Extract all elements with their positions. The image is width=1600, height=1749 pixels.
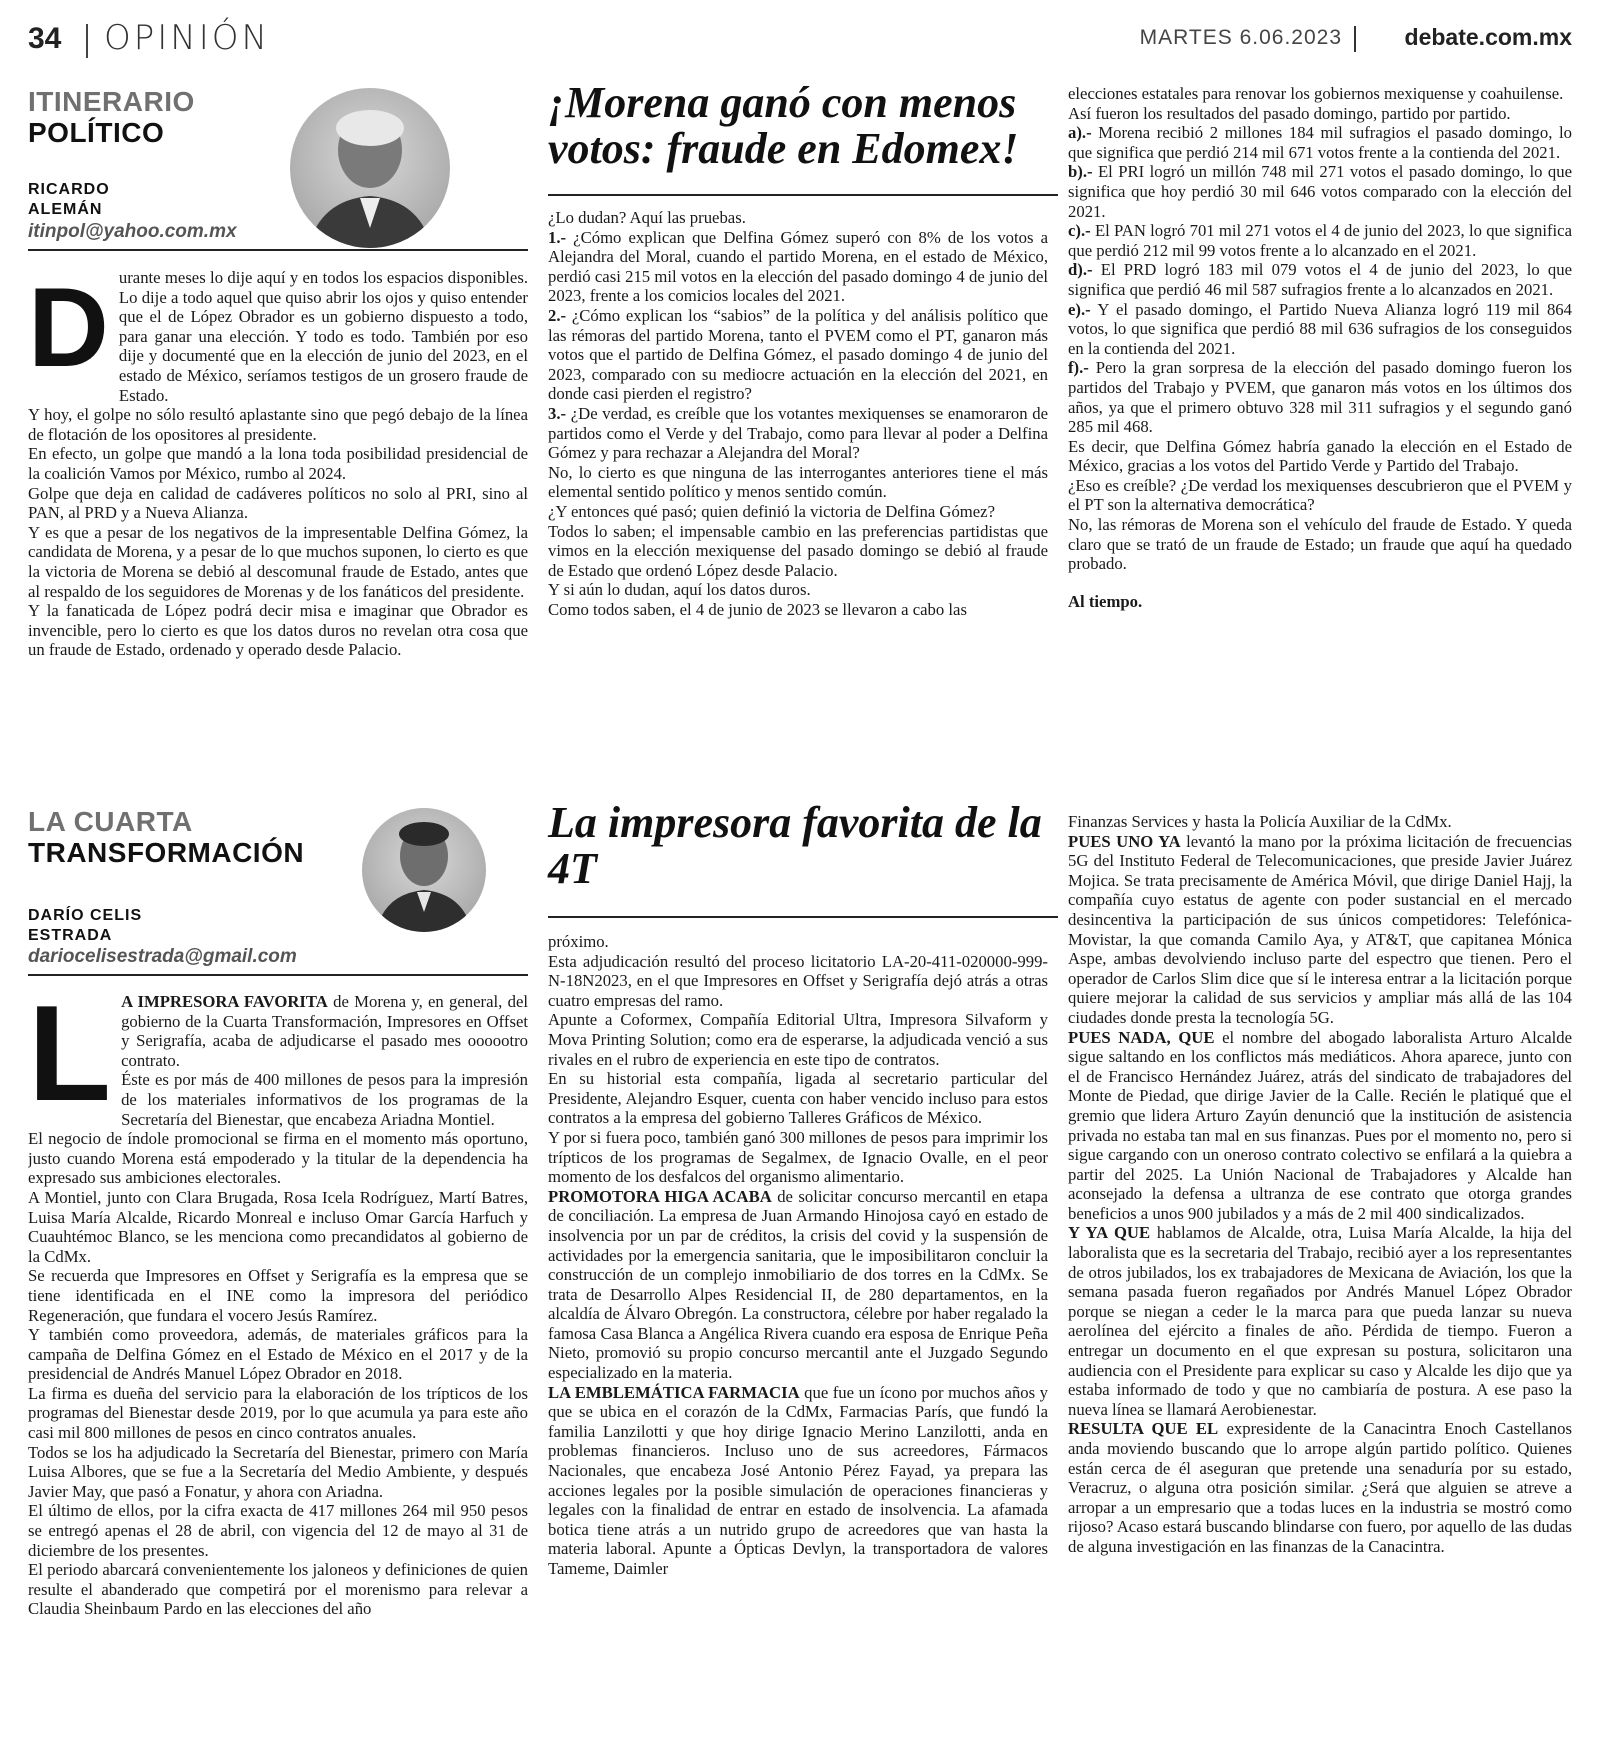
author-photo: [362, 808, 486, 932]
page-header: [28, 14, 1572, 64]
column-name-line1: LA CUARTA: [28, 806, 193, 837]
column-name-line2: POLÍTICO: [28, 117, 165, 148]
article-body-middle: próximo. Esta adjudicación resultó del proceso licitatorio LA-20-411-020000-999-N-18N2023, en el que Impresores en Offset y Serigrafía dejó atrás a otras cuatro empresas del ramo. Apunte a Coformex, Compañía Editorial Ultra, Impresora Silvaform y Mova Printing Solution; como era de esperarse, la adjudicada venció a sus rivales en el rubro de experiencia en este tipo de contratos. En su historial esta compañía, ligada al secretario particular del Presidente, Alejandro Esquer, cuenta con haber vencido incluso para estos contratos a la empresa del gobierno Talleres Gráficos de México. Y por si fuera poco, también ganó 300 millones de pesos para imprimir los trípticos de los programas de Segalmex, de Ignacio Ovalle, en el peor momento de los desfalcos del organismo alimentario. PROMOTORA HIGA ACABA de solicitar concurso mercantil en etapa de conciliación. La empresa de Juan Armando Hinojosa cayó en estado de insolvencia por un par de créditos, la crisis del covid y la suspensión de actividades por la emergencia sanitaria, que le imposibilitaron concluir la construcción de un complejo inmobiliario de dos torres en la CdMx. Se trata de Desarrollo Alpes Residencial II, de 280 departamentos, en la alcaldía de Álvaro Obregón. La constructora, célebre por haber regalado la famosa Casa Blanca a Angélica Rivera cuando era esposa de Enrique Peña Nieto, promovió su propio concurso mercantil ante el Juzgado Segundo especializado en la materia. LA EMBLEMÁTICA FARMACIA que fue un ícono por muchos años y que se ubica en el corazón de la CdMx, Farmacias París, que fundó la familia Lanzilotti y que hoy dirige Ignacio Merino Lanzilotti, anda en problemas financieros. Incluso uno de sus acreedores, Fármacos Nacionales, que encabeza José Antonio Pérez Fayad, ya prepara las acciones legales por la posible simulación de operaciones financieras y legales con la finalidad de entrar en estado de insolvencia. La afamada botica tiene atrás a un nutrido grupo de acreedores que van hasta la materia laboral. Apunte a Ópticas Devlyn, la transportadora de valores Tameme, Daimler: [548, 932, 1048, 1578]
article-body-left: L A IMPRESORA FAVORITA de Morena y, en general, del gobierno de la Cuarta Transformación, Impresores en Offset y Serigrafía, acaba de adjudicarse el pasado mes oooootro contrato. Éste es por más de 400 millones de pesos para la impresión de los materiales informativos de los programas de la Secretaría del Bienestar, que encabeza Ariadna Montiel. El negocio de índole promocional se firma en el momento más oportuno, justo cuando Morena está empoderado y la titular de la dependencia ha expresado sus ambiciones electorales. A Montiel, junto con Clara Brugada, Rosa Icela Rodríguez, Martí Batres, Luisa María Alcalde, Ricardo Monreal e incluso Omar García Harfuch y Cuauhtémoc Blanco, se les menciona como precandidatos al gobierno de la CdMx. Se recuerda que Impresores en Offset y Serigrafía es la empresa que se tiene identificada en el INE como la impresora del periódico Regeneración, que fundara el vocero Jesús Ramírez. Y también como proveedora, además, de materiales gráficos para la campaña de Delfina Gómez en el Estado de México en el 2017 y de la presidencial de Andrés Manuel López Obrador en 2018. La firma es dueña del servicio para la elaboración de los trípticos de los programas del Bienestar desde 2019, por lo que acumula ya para este año casi mil 800 millones de pesos en cinco contratos anuales. Todos se los ha adjudicado la Secretaría del Bienestar, primero con María Luisa Albores, que se fue a la Secretaría del Medio Ambiente, y después Javier May, que pasó a Fonatur, y ahora con Ariadna. El último de ellos, por la cifra exacta de 417 millones 264 mil 950 pesos se entregó apenas el 28 de abril, con vigencia del 12 de mayo al 31 de diciembre de los presentes. El periodo abarcará convenientemente los jaloneos y definiciones de quien resulte el abanderado que competirá por el morenismo para relevar a Claudia Sheinbaum Pardo en las elecciones del año: [28, 992, 528, 1619]
issue-date: MARTES 6.06.2023: [1139, 26, 1342, 49]
divider: [28, 249, 528, 251]
section-title: OPINIÓN: [104, 18, 270, 58]
article-body-left: D urante meses lo dije aquí y en todos los espacios disponibles. Lo dije a todo aquel que quiso abrir los ojos y quiso entender que el de López Obrador es un gobierno dispuesto a todo, para ganar una elección. Y todo es todo. También por eso dije y documenté que en la elección de junio del 2023, en el estado de México, seríamos testigos de un grosero fraude de Estado. Y hoy, el golpe no sólo resultó aplastante sino que pegó debajo de la línea de flotación de los opositores al presidente. En efecto, un golpe que mandó a la lona toda posibilidad presidencial de la coalición Vamos por México, rumbo al 2024. Golpe que deja en calidad de cadáveres políticos no solo al PRI, sino al PAN, al PRD y a Nueva Alianza. Y es que a pesar de los negativos de la impresentable Delfina Gómez, la candidata de Morena, y a pesar de lo que muchos suponen, lo cierto es que la victoria de Morena se debió al descomunal fraude de Estado, antes que al respaldo de los seguidores de Morenas y de los fanáticos del presidente. Y la fanaticada de López podrá decir misa e imaginar que Obrador es invencible, pero lo cierto es que los datos duros no revelan otra cosa que un fraude de Estado, ordenado y operado desde Palacio.: [28, 268, 528, 660]
page-number: 34: [28, 22, 62, 55]
author-email[interactable]: itinpol@yahoo.com.mx: [28, 221, 237, 242]
author-name: RICARDO ALEMÁN: [28, 181, 110, 218]
column-name-line1: ITINERARIO: [28, 86, 195, 117]
column-name-line2: TRANSFORMACIÓN: [28, 837, 305, 868]
person-silhouette-icon: [290, 88, 450, 248]
author-email[interactable]: dariocelisestrada@gmail.com: [28, 946, 297, 967]
divider: [548, 194, 1058, 196]
divider: [28, 974, 528, 976]
article-body-right: Finanzas Services y hasta la Policía Auxiliar de la CdMx. PUES UNO YA levantó la mano por la próxima licitación de frecuencias 5G del Instituto Federal de Telecomunicaciones, que preside Javier Juárez Mojica. Se trata precisamente de América Móvil, que dirige Daniel Hajj, la compañía cuyo estatus de agente con poder sustancial en el mercado desincentiva la participación de sus únicos competidores: Telefónica-Movistar, la que comanda Camilo Aya, y AT&T, que capitanea Mónica Aspe, ambas devolviendo incluso parte del espectro que tienen. Pero el operador de Carlos Slim dice que sí le interesa entrar a la licitación porque quiere mejorar la calidad de sus servicios y ampliar más allá de las 104 ciudades donde presta la tecnología 5G. PUES NADA, QUE el nombre del abogado laboralista Arturo Alcalde sigue saltando en los conflictos más mediáticos. Ahora aparece, junto con el de Francisco Hernández Juárez, atrás del sindicato de trabajadores del Monte de Piedad, que dirige Javier de la Calle. Recién le platiqué que el gremio que lidera Arturo Zayún denunció que la institución de asistencia privada no estaba tan mal en sus finanzas. Pues por el momento no, pero si sigue cargando con un oneroso contrato colectivo se enfilará a la quiebra a partir del 2025. La Unión Nacional de Trabajadores y Alcalde han aconsejado la defensa a ultranza de ese contrato que otorga grandes beneficios a unos 900 jubilados y a más de 2 mil 400 sindicalizados. Y YA QUE hablamos de Alcalde, otra, Luisa María Alcalde, la hija del laboralista que es la secretaria del Trabajo, recibió ayer a los representantes de otros jubilados, los ex trabajadores de Mexicana de Aviación, los que la semana pasada fueron regañados por Andrés Manuel López Obrador porque se niegan a ceder le la marca para que pueda lanzar su nueva aerolínea del ejército a finales de año. Pérdida de tiempo. Fueron a entregar un documento en el que expresan su postura, solicitaron una audiencia con el Presidente para explicar su caso y Alcalde les dijo que ya estaba informado de todo y que no cambiaría de postura. A ese paso la nueva línea se llamará Aerobienestar. RESULTA QUE EL expresidente de la Canacintra Enoch Castellanos anda moviendo buscando que lo arrope algún partido político. Quienes están cerca de él aseguran que pretende una senaduría por su estado, Veracruz, o alguna otra posición similar. ¿Será que alguien se atreve a arropar a un empresario que a todas luces en la industria se mostró como rijoso? Acaso estará buscando blindarse con fuero, por aquello de las dudas de alguna investigación en las finanzas de la Canacintra.: [1068, 812, 1572, 1556]
author-name: DARÍO CELIS ESTRADA: [28, 907, 143, 944]
author-photo: [290, 88, 450, 248]
article-body-right: elecciones estatales para renovar los gobiernos mexiquense y coahuilense. Así fueron los resultados del pasado domingo, partido por partido. a).- Morena recibió 2 millones 184 mil sufragios el pasado domingo, lo que significa que perdió 214 mil 671 votos frente a la contienda del 2021. b).- El PRI logró un millón 748 mil 271 votos el pasado domingo, lo que significa que hoy perdió 30 mil 646 votos comparado con la elección del 2021. c).- El PAN logró 701 mil 271 votos el 4 de junio del 2023, lo que significa que perdió 212 mil 99 votos frente a lo alcanzado en el 2021. d).- El PRD logró 183 mil 079 votos el 4 de junio del 2023, lo que significa que perdió 46 mil 587 sufragios frente a lo alcanzados en 2021. e).- Y el pasado domingo, el Partido Nueva Alianza logró 119 mil 864 votos, lo que significa que perdió 88 mil 636 sufragios de los conseguidos en la contienda del 2021. f).- Pero la gran sorpresa de la elección del pasado domingo fueron los partidos del Trabajo y PVEM, que ganaron más votos en los últimos dos años, ya que el primero obtuvo 328 mil 311 sufragios y el segundo ganó 285 mil 468. Es decir, que Delfina Gómez habría ganado la elección en el Estado de México, gracias a los votos del Partido Verde y Partido del Trabajo. ¿Eso es creíble? ¿De verdad los mexiquenses descubrieron que el PVEM y el PT son la alternativa democrática? No, las rémoras de Morena son el vehículo del fraude de Estado. Y queda claro que se trató de un fraude de Estado; un fraude que aquí ha quedado probado. Al tiempo.: [1068, 84, 1572, 611]
divider: [548, 916, 1058, 918]
drop-cap: D: [28, 268, 109, 390]
column-name: [28, 86, 195, 148]
closing-line: Al tiempo.: [1068, 591, 1143, 611]
article-headline: La impresora favorita de la 4T: [548, 798, 1042, 893]
person-silhouette-icon: [362, 808, 486, 932]
header-divider: [1354, 26, 1356, 52]
header-divider: [86, 24, 88, 58]
article-body-middle: ¿Lo dudan? Aquí las pruebas. 1.- ¿Cómo explican que Delfina Gómez superó con 8% de los votos a Alejandra del Moral, cuando el partido Morena, en el estado de México, perdió casi 215 mil votos en la elección del pasado domingo 4 de junio del 2023, frente a los comicios locales del 2021. 2.- ¿Cómo explican los “sabios” de la política y del análisis político que las rémoras del partido Morena, tanto el PVEM como el PT, ganaron más votos que el partido de Delfina Gómez, el pasado domingo 4 de junio del 2023, comparado con su mediocre actuación en la elección del 2021, en donde casi pierden el registro? 3.- ¿De verdad, es creíble que los votantes mexiquenses se enamoraron de partidos como el Verde y del Trabajo, como para llevar al poder a Delfina Gómez y para rechazar a Alejandra del Moral? No, lo cierto es que ninguna de las interrogantes anteriores tiene el más elemental sentido político y menos sentido común. ¿Y entonces qué pasó; quien definió la victoria de Delfina Gómez? Todos lo saben; el impensable cambio en las preferencias partidistas que vimos en la elección mexiquense del pasado domingo se debió al fraude de Estado que ordenó López desde Palacio. Y si aún lo dudan, aquí los datos duros. Como todos saben, el 4 de junio de 2023 se llevaron a cabo las: [548, 208, 1048, 619]
column-name: [28, 806, 304, 868]
article-headline: ¡Morena ganó con menos votos: fraude en Edomex!: [548, 78, 1019, 173]
drop-cap: L: [28, 992, 112, 1129]
site-name: debate.com.mx: [1404, 24, 1572, 50]
